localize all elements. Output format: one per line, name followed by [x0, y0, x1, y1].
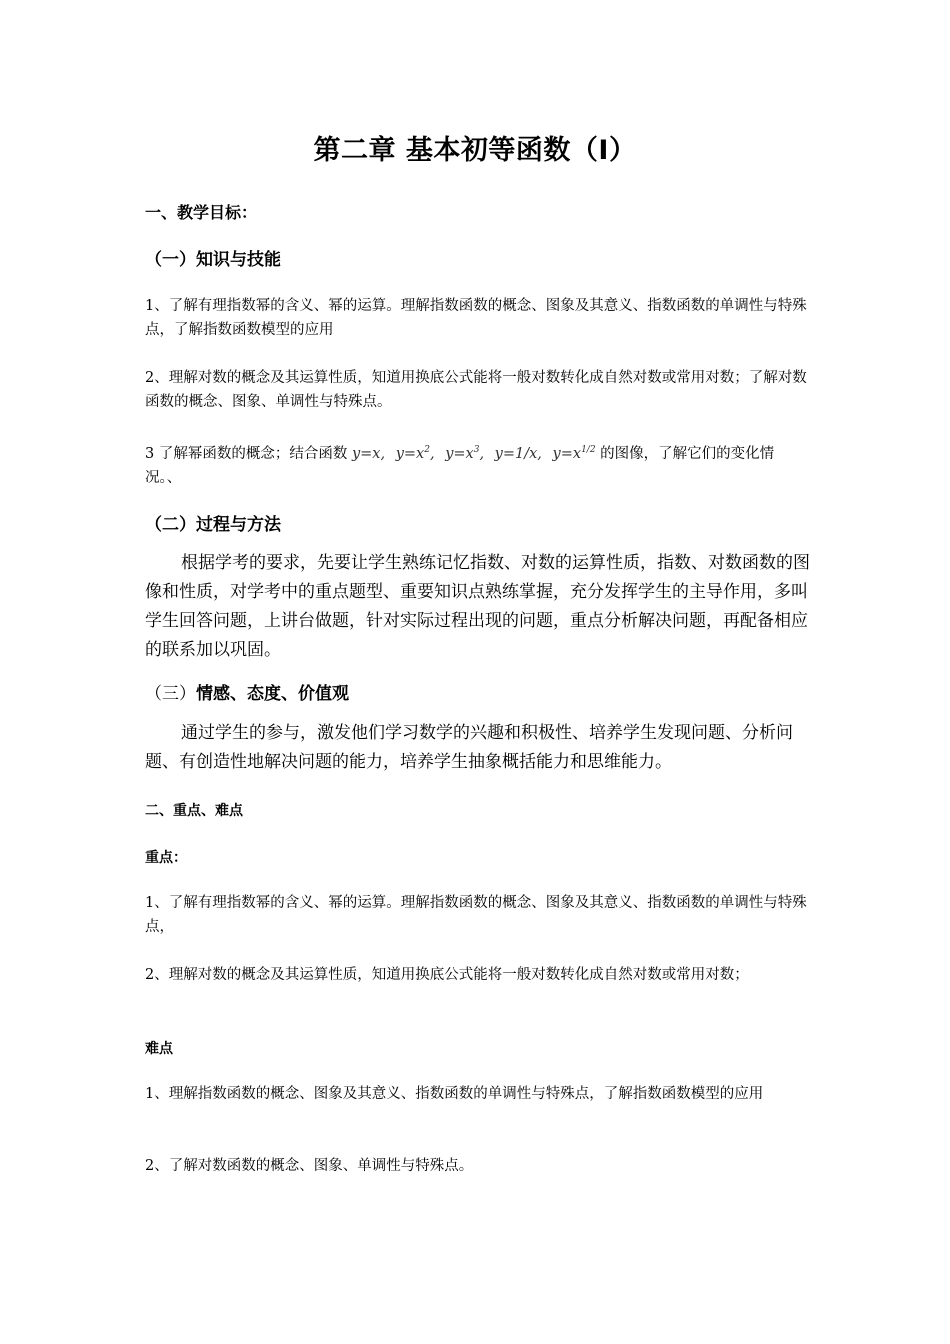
formula-y-1-over-x: y=1/x, [494, 445, 542, 462]
section-heading-teaching-goals: 一、教学目标： [145, 203, 258, 222]
difficult-point-item-2: 2、了解对数函数的概念、图象、单调性与特殊点。 [145, 1158, 474, 1174]
formula-y-sqrt-x: $y=x^{1/2}$ [552, 445, 596, 462]
emotion-values-paragraph: 通过学生的参与，激发他们学习数学的兴趣和积极性、培养学生发现问题、分析问题、有创造性地解决问题的能力，培养学生抽象概括能力和思维能力。 [145, 723, 793, 772]
subheading-process-methods: （二）过程与方法 [145, 515, 281, 535]
subheading-prefix: （三） [145, 684, 196, 704]
process-methods-paragraph: 根据学考的要求，先要让学生熟练记忆指数、对数的运算性质，指数、对数函数的图像和性质，对学考中的重点题型、重要知识点熟练掌握，充分发挥学生的主导作用，多叫学生回答问题，上讲台做题，针对实际过程出现的问题，重点分析解决问题，再配备相应的联系加以巩固。 [145, 553, 810, 660]
item3-text-after: 的图像，了解它们的变化情况。、 [145, 445, 775, 486]
knowledge-item-2: 2、理解对数的概念及其运算性质，知道用换底公式能将一般对数转化成自然对数或常用对数；了解对数函数的概念、图象、单调性与特殊点。 [145, 370, 807, 410]
formula-y-x: y=x, [351, 445, 386, 462]
difficult-point-item-1: 1、理解指数函数的概念、图象及其意义、指数函数的单调性与特殊点，了解指数函数模型的应用 [145, 1086, 764, 1102]
formula-y-x3: $y=x^3$, [445, 445, 485, 462]
knowledge-item-1: 1、了解有理指数幂的含义、幂的运算。理解指数函数的概念、图象及其意义、指数函数的单调性与特殊点，了解指数函数模型的应用 [145, 298, 807, 338]
formula-y-x2: $y=x^2$, [395, 445, 435, 462]
subheading-text: 情感、态度、价值观 [196, 684, 349, 704]
subheading-emotion-values [145, 679, 810, 704]
page-title: 第二章 基本初等函数（I） [313, 135, 637, 166]
section-heading-key-difficult: 二、重点、难点 [145, 803, 243, 819]
power-function-list [352, 446, 596, 462]
difficult-points-heading: 难点 [145, 1041, 173, 1057]
knowledge-item-3 [145, 438, 810, 490]
key-point-item-2: 2、理解对数的概念及其运算性质，知道用换底公式能将一般对数转化成自然对数或常用对数； [145, 967, 749, 983]
item3-text-before: 3 了解幂函数的概念；结合函数 [145, 445, 352, 462]
key-points-heading: 重点： [145, 850, 187, 866]
key-point-item-1: 1、了解有理指数幂的含义、幂的运算。理解指数函数的概念、图象及其意义、指数函数的单调性与特殊点， [145, 895, 807, 935]
subheading-knowledge-skills: （一）知识与技能 [145, 250, 281, 270]
